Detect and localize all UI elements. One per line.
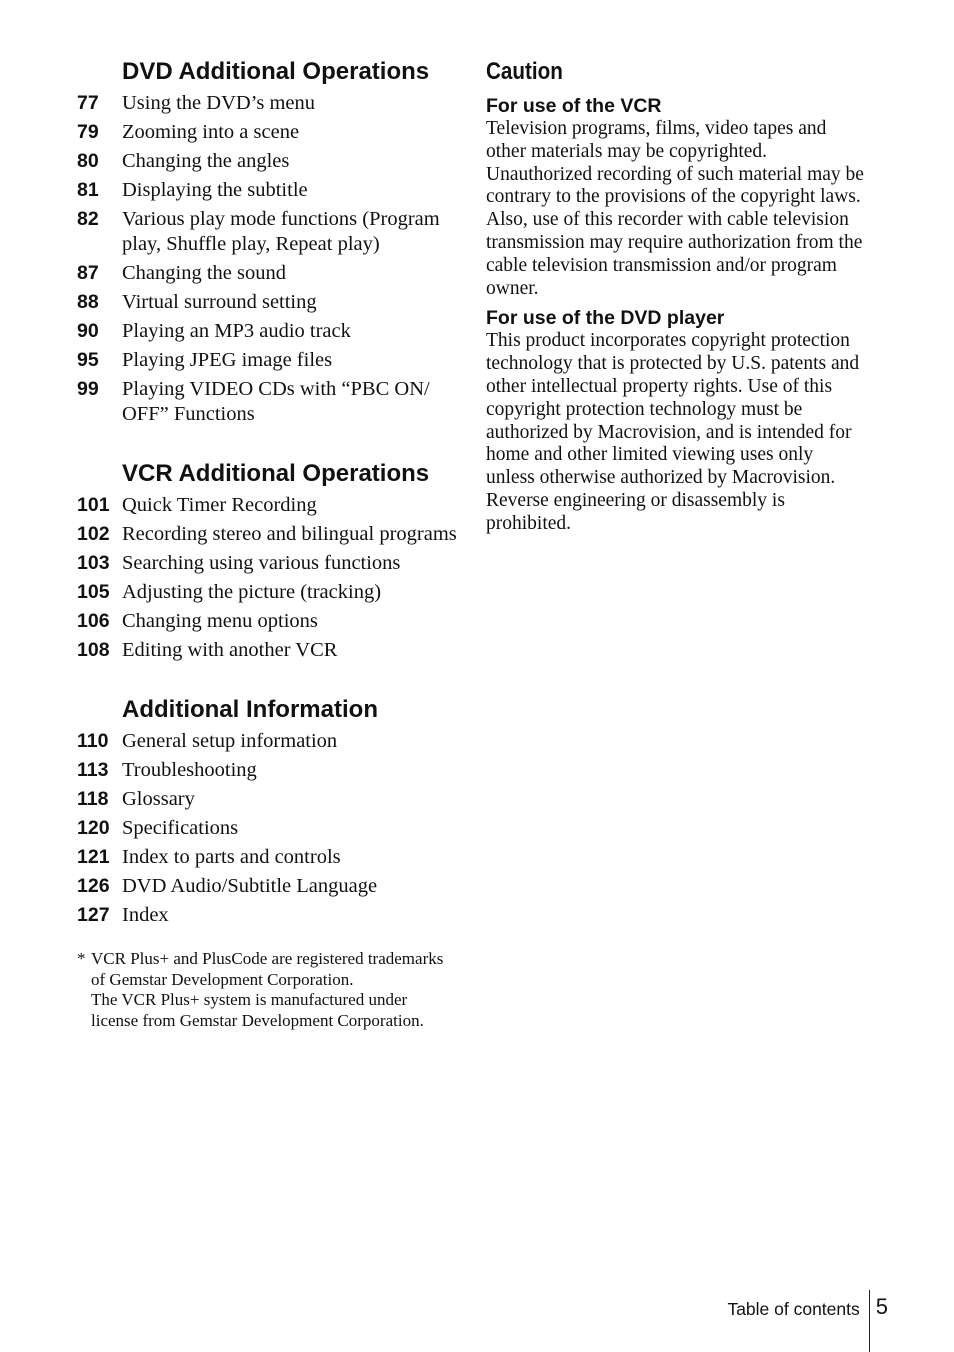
toc-entry[interactable] <box>77 493 457 518</box>
footnote-asterisk: * <box>77 949 86 968</box>
dvd-caution-heading: For use of the DVD player <box>486 307 725 330</box>
toc-entry-text: Searching using various functions <box>122 552 401 574</box>
toc-entry-text: Using the DVD’s menu <box>122 92 316 114</box>
toc-entry[interactable] <box>77 845 457 870</box>
toc-entry[interactable] <box>77 609 457 634</box>
toc-entry-text: Glossary <box>122 788 195 810</box>
toc-list-dvd <box>77 91 457 427</box>
toc-entry-text: Troubleshooting <box>122 759 257 781</box>
toc-entry[interactable] <box>77 903 457 928</box>
footnote-line-1: VCR Plus+ and PlusCode are registered trademarks of Gemstar Development Corporation. <box>91 949 444 989</box>
toc-entry-text: Playing VIDEO CDs with “PBC ON/ OFF” Functions <box>122 378 430 425</box>
toc-entry[interactable] <box>77 91 457 116</box>
footnote-line-2: The VCR Plus+ system is manufactured under license from Gemstar Development Corporation. <box>91 990 424 1030</box>
toc-entry-text: Adjusting the picture (tracking) <box>122 581 382 603</box>
toc-entry-text: Displaying the subtitle <box>122 179 308 201</box>
toc-page-number: 105 <box>77 581 110 603</box>
toc-entry[interactable] <box>77 178 457 203</box>
toc-entry[interactable] <box>77 551 457 576</box>
toc-page-number: 87 <box>77 262 99 284</box>
toc-entry-text: Quick Timer Recording <box>122 494 317 516</box>
toc-page-number: 81 <box>77 179 99 201</box>
toc-entry-text: General setup information <box>122 730 338 752</box>
toc-entry-text: Virtual surround setting <box>122 291 317 313</box>
toc-entry[interactable] <box>77 758 457 783</box>
toc-page-number: 88 <box>77 291 99 313</box>
toc-column <box>77 56 457 1031</box>
toc-entry-text: Changing the sound <box>122 262 286 284</box>
toc-entry[interactable] <box>77 120 457 145</box>
toc-page-number: 82 <box>77 208 99 230</box>
toc-entry-text: Editing with another VCR <box>122 639 338 661</box>
toc-page-number: 80 <box>77 150 99 172</box>
trademark-footnote <box>77 949 457 1031</box>
section-title-info: Additional Information <box>122 696 378 723</box>
toc-page-number: 121 <box>77 846 110 868</box>
toc-page-number: 79 <box>77 121 99 143</box>
toc-entry[interactable] <box>77 207 457 257</box>
page-footer <box>727 1290 888 1352</box>
toc-entry[interactable] <box>77 874 457 899</box>
toc-entry[interactable] <box>77 638 457 663</box>
toc-entry-text: Index to parts and controls <box>122 846 341 868</box>
toc-page-number: 102 <box>77 523 110 545</box>
toc-page-number: 127 <box>77 904 110 926</box>
toc-entry[interactable] <box>77 816 457 841</box>
caution-title: Caution <box>486 58 563 85</box>
toc-entry[interactable] <box>77 348 457 373</box>
toc-entry-text: Specifications <box>122 817 239 839</box>
vcr-caution-text: Television programs, films, video tapes and other materials may be copyrighted. Unauthorized recording of such material may be contrary to the provisions of the copyright laws. Also, use of this recorder with cable television transmission may require authorization from the cable television transmission and/or program owner. <box>486 118 864 299</box>
toc-entry[interactable] <box>77 319 457 344</box>
toc-entry-text: DVD Audio/Subtitle Language <box>122 875 378 897</box>
toc-entry[interactable] <box>77 787 457 812</box>
toc-page-number: 90 <box>77 320 99 342</box>
toc-page-number: 106 <box>77 610 110 632</box>
section-title-dvd: DVD Additional Operations <box>122 58 430 85</box>
toc-entry-text: Index <box>122 904 169 926</box>
toc-page-number: 118 <box>77 788 109 810</box>
vcr-caution-heading: For use of the VCR <box>486 95 662 117</box>
footnote-body <box>91 949 457 1031</box>
section-title-vcr: VCR Additional Operations <box>122 460 430 487</box>
toc-entry[interactable] <box>77 149 457 174</box>
toc-page-number: 95 <box>77 349 99 371</box>
toc-page-number: 103 <box>77 552 110 574</box>
toc-entry-text: Changing menu options <box>122 610 318 632</box>
toc-entry[interactable] <box>77 522 457 547</box>
caution-column <box>486 56 866 536</box>
toc-page-number: 99 <box>77 378 99 400</box>
toc-entry[interactable] <box>77 377 457 427</box>
toc-entry[interactable] <box>77 729 457 754</box>
toc-list-vcr <box>77 493 457 663</box>
toc-entry-text: Recording stereo and bilingual programs <box>122 523 457 545</box>
toc-page-number: 126 <box>77 875 110 897</box>
toc-list-info <box>77 729 457 928</box>
toc-page-number: 77 <box>77 92 99 114</box>
footer-section-label: Table of contents <box>727 1299 860 1319</box>
toc-entry[interactable] <box>77 580 457 605</box>
toc-page-number: 113 <box>77 759 109 781</box>
toc-page-number: 108 <box>77 639 110 661</box>
toc-entry-text: Playing an MP3 audio track <box>122 320 351 342</box>
page-number: 5 <box>875 1294 888 1319</box>
toc-entry[interactable] <box>77 261 457 286</box>
toc-page-number: 101 <box>77 494 110 516</box>
toc-entry-text: Playing JPEG image files <box>122 349 333 371</box>
toc-page-number: 110 <box>77 730 109 752</box>
toc-entry[interactable] <box>77 290 457 315</box>
toc-page-number: 120 <box>77 817 110 839</box>
toc-entry-text: Changing the angles <box>122 150 290 172</box>
toc-entry-text: Zooming into a scene <box>122 121 300 143</box>
dvd-caution-text: This product incorporates copyright protection technology that is protected by U.S. patents and other intellectual property rights. Use of this copyright protection technology must be authorized by Macrovision, and is intended for home and other limited viewing uses only unless otherwise authorized by Macrovision. Reverse engineering or disassembly is prohibited. <box>486 330 860 534</box>
toc-entry-text: Various play mode functions (Program play, Shuffle play, Repeat play) <box>122 208 440 255</box>
